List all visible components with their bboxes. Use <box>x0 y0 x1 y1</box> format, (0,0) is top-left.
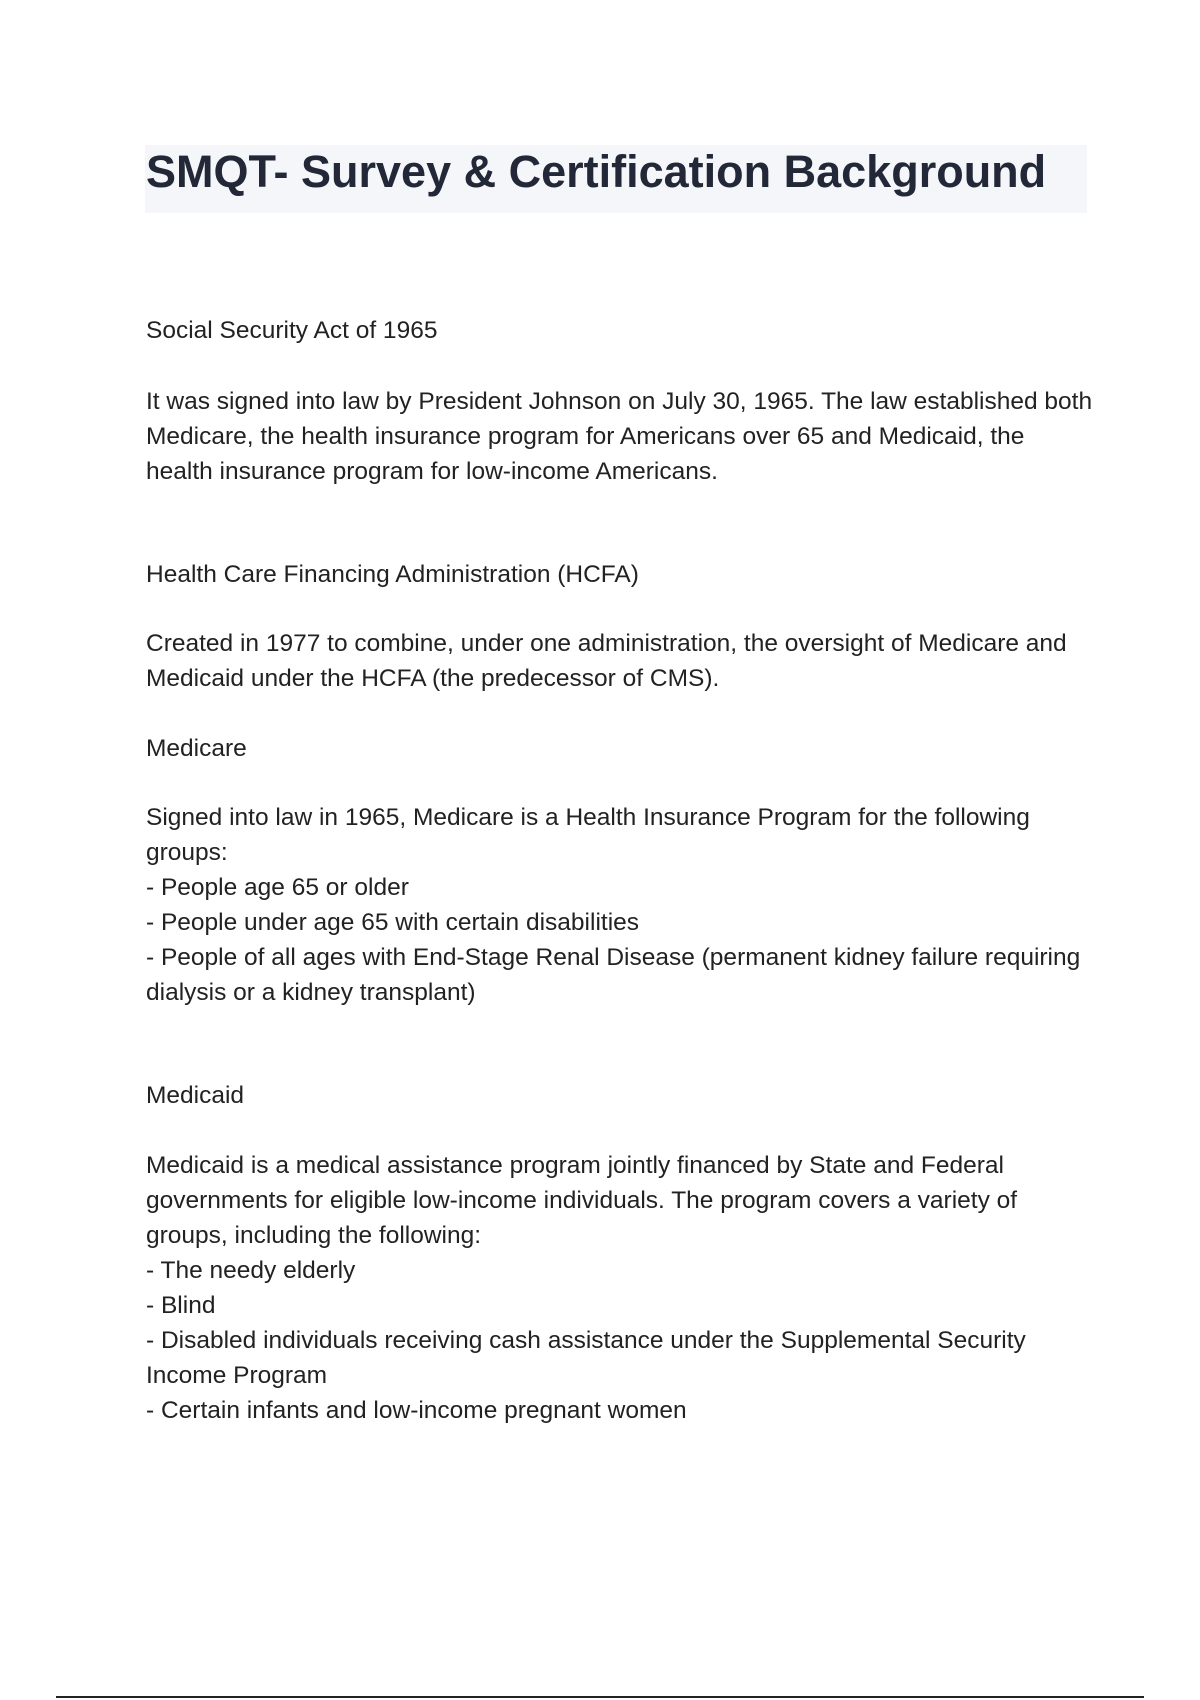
term-social-security-act <box>146 313 1096 348</box>
definition-hcfa <box>146 626 1096 696</box>
term-text: Health Care Financing Administration (HCFA) <box>146 561 639 588</box>
definition-medicare <box>146 800 1096 1010</box>
definition-text: It was signed into law by President Johnson on July 30, 1965. The law established both Medicare, the health insurance program for Americans over 65 and Medicaid, the health insurance program for low-income Americans. <box>146 388 1093 485</box>
term-medicaid <box>146 1078 1096 1113</box>
list-item: - Disabled individuals receiving cash assistance under the Supplemental Security Income Program <box>146 1327 1026 1389</box>
definition-intro: Medicaid is a medical assistance program jointly financed by State and Federal governments for eligible low-income individuals. The program covers a variety of groups, including the following: <box>146 1152 1018 1249</box>
list-item: - Blind <box>146 1292 216 1319</box>
page-title: SMQT- Survey & Certification Background <box>146 146 1047 197</box>
list-item: - Certain infants and low-income pregnant women <box>146 1397 687 1424</box>
list-item: - People under age 65 with certain disabilities <box>146 909 640 936</box>
list-item: - People age 65 or older <box>146 874 409 901</box>
term-text: Medicare <box>146 735 247 762</box>
footer-divider <box>56 1696 1144 1698</box>
list-item: - The needy elderly <box>146 1257 356 1284</box>
term-text: Social Security Act of 1965 <box>146 317 438 344</box>
term-medicare <box>146 731 1096 766</box>
list-item: - People of all ages with End-Stage Renal Disease (permanent kidney failure requiring dialysis or a kidney transplant) <box>146 944 1081 1006</box>
term-hcfa <box>146 557 1096 592</box>
definition-intro: Signed into law in 1965, Medicare is a Health Insurance Program for the following groups: <box>146 804 1030 866</box>
definition-medicaid <box>146 1148 1096 1428</box>
definition-text: Created in 1977 to combine, under one administration, the oversight of Medicare and Medicaid under the HCFA (the predecessor of CMS). <box>146 630 1067 692</box>
definition-social-security-act <box>146 384 1096 489</box>
term-text: Medicaid <box>146 1082 245 1109</box>
